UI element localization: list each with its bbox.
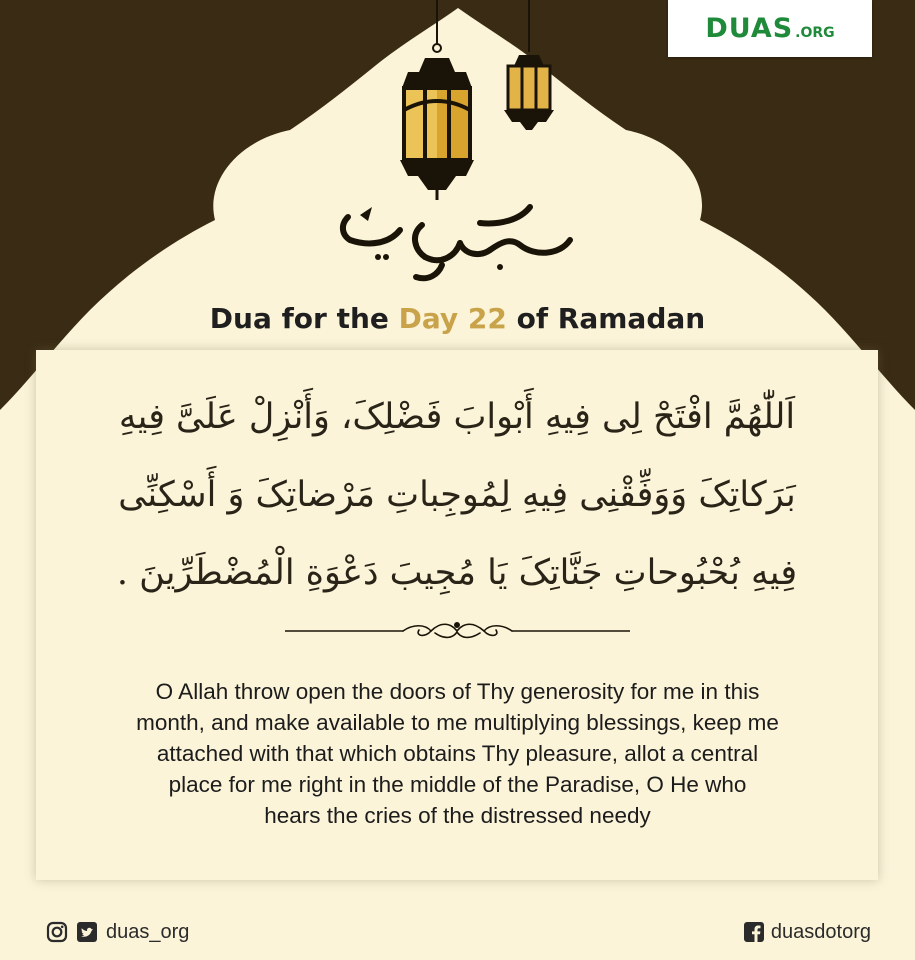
ramadan-kareem-calligraphy-icon bbox=[330, 195, 590, 285]
translation-line: attached with that which obtains Thy pleasure, allot a central bbox=[156, 741, 759, 766]
footer-social-left bbox=[46, 918, 189, 946]
facebook-icon[interactable] bbox=[743, 921, 765, 943]
lantern-large-icon bbox=[400, 0, 474, 200]
title-prefix: Dua for the bbox=[209, 302, 399, 335]
footer-handle-left[interactable]: duas_org bbox=[106, 920, 190, 943]
footer-handle-right[interactable]: duasdotorg bbox=[770, 920, 871, 943]
duas-org-logo[interactable] bbox=[668, 0, 872, 57]
instagram-icon[interactable] bbox=[46, 921, 68, 943]
translation-line: month, and make available to me multiplying blessings, keep me bbox=[136, 710, 779, 735]
translation-line: O Allah throw open the doors of Thy generosity for me in this bbox=[155, 679, 760, 704]
translation-line: hears the cries of the distressed needy bbox=[264, 803, 651, 828]
footer-social-right bbox=[743, 918, 871, 946]
arabic-line: اَللّٰهُمَّ افْتَحْ لِی فِیهِ أَبْوابَ فَضْلِکَ، وَأَنْزِلْ عَلَیَّ فِیهِ bbox=[118, 397, 796, 437]
english-translation bbox=[60, 676, 855, 831]
arabic-dua-text bbox=[36, 378, 878, 612]
ornamental-divider-icon bbox=[285, 618, 630, 644]
page-title bbox=[0, 302, 915, 335]
title-day-highlight: Day 22 bbox=[398, 302, 507, 335]
logo-tld: .ORG bbox=[795, 24, 835, 41]
logo-wordmark: DUAS bbox=[705, 13, 794, 44]
twitter-icon[interactable] bbox=[76, 921, 98, 943]
title-suffix: of Ramadan bbox=[506, 302, 706, 335]
lantern-small-icon bbox=[504, 0, 554, 130]
translation-line: place for me right in the middle of the Paradise, O He who bbox=[168, 772, 747, 797]
arabic-line: بَرَکاتِکَ وَوَفِّقْنِی فِیهِ لِمُوجِباتِ مَرْضاتِکَ وَ أَسْکِنِّی bbox=[118, 475, 796, 515]
arabic-line: فِیهِ بُحْبُوحاتِ جَنَّاتِکَ یَا مُجِیبَ دَعْوَةِ الْمُضْطَرِّینَ . bbox=[116, 553, 798, 593]
